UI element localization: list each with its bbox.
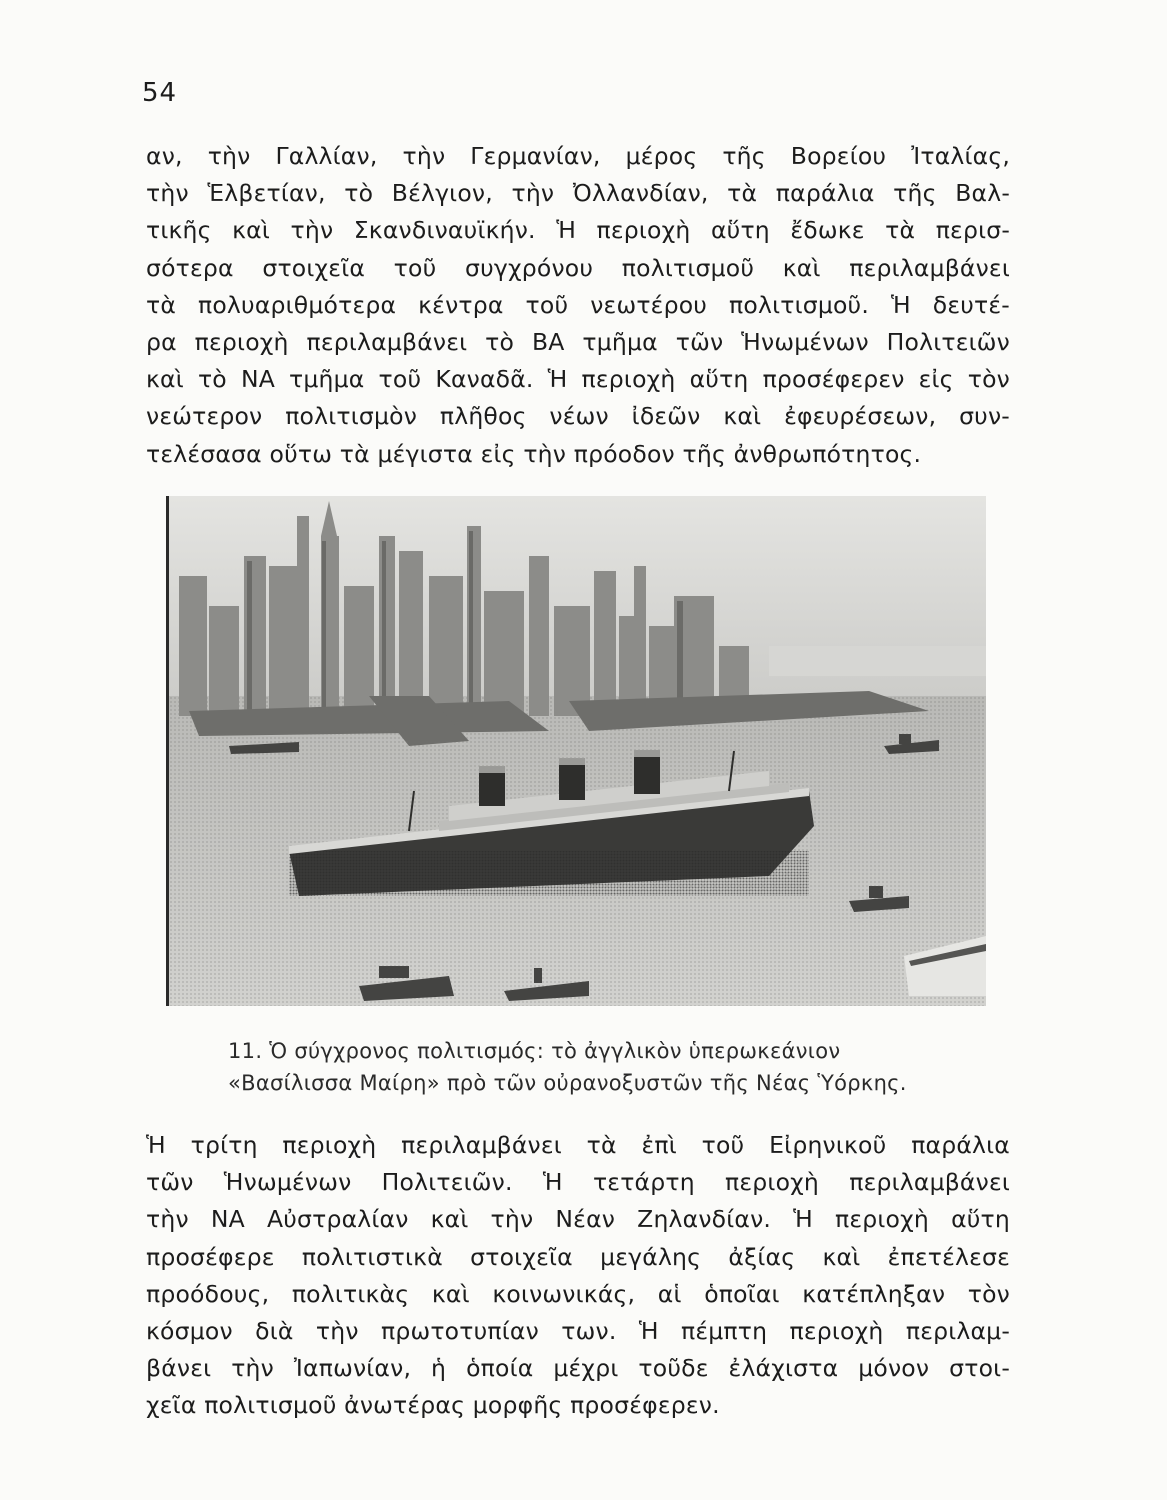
text-line: χεῖα πολιτισμοῦ ἀνωτέρας μορφῆς προσέφερεν.: [146, 1391, 720, 1420]
text-line: τὰ πολυαριθμότερα κέντρα τοῦ νεωτέρου πολιτισμοῦ. Ἡ δευτέ-: [146, 290, 1010, 319]
text-line: τὴν ΝΑ Αὐστραλίαν καὶ τὴν Νέαν Ζηλανδίαν. Ἡ περιοχὴ αὕτη: [146, 1205, 1010, 1234]
text-line: κόσμον διὰ τὴν πρωτοτυπίαν των. Ἡ πέμπτη περιοχὴ περιλαμ-: [146, 1317, 1010, 1346]
figure-caption: [170, 1035, 980, 1099]
liner-skyline-illustration: [169, 496, 986, 1006]
text-line: καὶ τὸ ΝΑ τμῆμα τοῦ Καναδᾶ. Ἡ περιοχὴ αὕτη προσέφερεν εἰς τὸν: [146, 365, 1010, 394]
text-line: σότερα στοιχεῖα τοῦ συγχρόνου πολιτισμοῦ καὶ περιλαμβάνει: [146, 253, 1010, 282]
text-line: νεώτερον πολιτισμὸν πλῆθος νέων ἰδεῶν καὶ ἐφευρέσεων, συν-: [146, 402, 1010, 431]
text-line: τικῆς καὶ τὴν Σκανδιναυϊκήν. Ἡ περιοχὴ αὕτη ἔδωκε τὰ περισ-: [146, 216, 1010, 245]
text-line: τελέσασα οὕτω τὰ μέγιστα εἰς τὴν πρόοδον τῆς ἀνθρωπότητος.: [146, 439, 922, 468]
text-line: προσέφερε πολιτιστικὰ στοιχεῖα μεγάλης ἀξίας καὶ ἐπετέλεσε: [146, 1242, 1010, 1271]
figure-photo: [166, 496, 986, 1006]
text-line: ρα περιοχὴ περιλαμβάνει τὸ ΒΑ τμῆμα τῶν Ἡνωμένων Πολιτειῶν: [146, 328, 1010, 357]
caption-line: 11. Ὁ σύγχρονος πολιτισμός: τὸ ἀγγλικὸν ὑπερωκεάνιον: [228, 1039, 841, 1063]
text-line: τῶν Ἡνωμένων Πολιτειῶν. Ἡ τετάρτη περιοχὴ περιλαμβάνει: [146, 1168, 1010, 1197]
text-line: αν, τὴν Γαλλίαν, τὴν Γερμανίαν, μέρος τῆς Βορείου Ἰταλίας,: [146, 142, 1010, 170]
text-line: βάνει τὴν Ἰαπωνίαν, ἡ ὁποία μέχρι τοῦδε ἐλάχιστα μόνον στοι-: [146, 1354, 1010, 1383]
text-line: τὴν Ἑλβετίαν, τὸ Βέλγιον, τὴν Ὀλλανδίαν, τὰ παράλια τῆς Βαλ-: [146, 179, 1010, 208]
paragraph-1: [146, 138, 1010, 473]
caption-line: «Βασίλισσα Μαίρη» πρὸ τῶν οὐρανοξυστῶν τῆς Νέας Ὑόρκης.: [228, 1071, 907, 1095]
text-line: προόδους, πολιτικὰς καὶ κοινωνικάς, αἱ ὁποῖαι κατέπληξαν τὸν: [146, 1279, 1010, 1308]
page-number: 54: [142, 78, 178, 108]
paragraph-2: [146, 1127, 1010, 1425]
text-line: Ἡ τρίτη περιοχὴ περιλαμβάνει τὰ ἐπὶ τοῦ Εἰρηνικοῦ παράλια: [146, 1131, 1010, 1159]
